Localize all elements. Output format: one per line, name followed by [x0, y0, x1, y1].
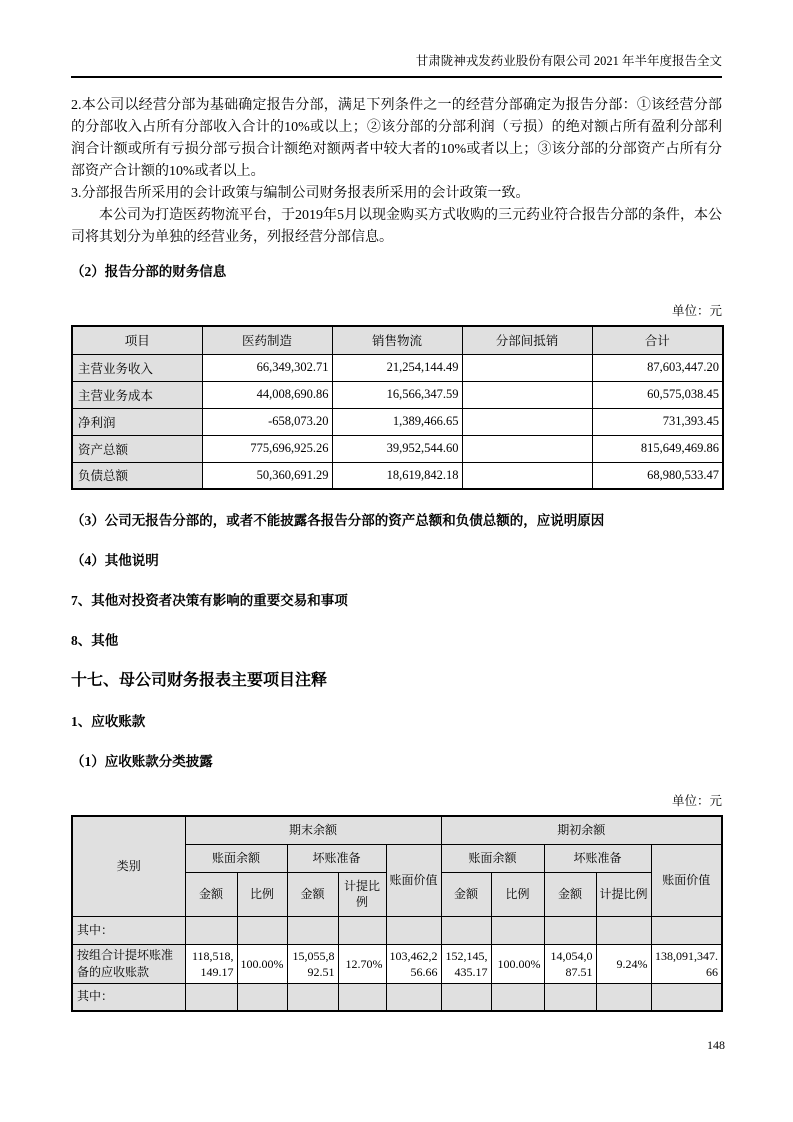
amount-cell: 731,393.45 [592, 408, 723, 435]
amount-cell [462, 408, 592, 435]
empty-cell [338, 983, 386, 1011]
column-header-book-balance: 账面余额 [185, 844, 287, 872]
section-heading-parent-company-notes: 十七、母公司财务报表主要项目注释 [71, 672, 328, 689]
section-heading-ar-classification: （1）应收账款分类披露 [71, 754, 213, 769]
table-header-row [72, 326, 723, 354]
empty-cell [185, 983, 237, 1011]
report-header-title: 甘肃陇神戎发药业股份有限公司 2021 年半年度报告全文 [71, 54, 722, 78]
amount-cell: -658,073.20 [202, 408, 332, 435]
column-header-book-value: 账面价值 [651, 844, 722, 916]
empty-cell [287, 983, 338, 1011]
table-row [72, 381, 723, 408]
amount-cell: 815,649,469.86 [592, 435, 723, 462]
ratio-cell: 9.24% [596, 944, 651, 983]
empty-cell [491, 916, 544, 944]
amount-cell: 138,091,347.66 [651, 944, 722, 983]
row-label: 资产总额 [72, 435, 202, 462]
column-header-amount: 金额 [185, 872, 237, 916]
empty-cell [185, 916, 237, 944]
column-header-amount: 金额 [544, 872, 596, 916]
amount-cell [462, 435, 592, 462]
column-header-ending-balance: 期末余额 [185, 816, 441, 844]
row-label: 其中： [72, 916, 185, 944]
amount-cell [462, 462, 592, 489]
unit-label: 单位：元 [671, 794, 722, 808]
column-header-book-balance: 账面余额 [441, 844, 544, 872]
column-header-ratio: 比例 [237, 872, 287, 916]
column-header-provision-ratio: 计提比例 [338, 872, 386, 916]
empty-cell [651, 983, 722, 1011]
amount-cell: 103,462,256.66 [386, 944, 441, 983]
amount-cell: 66,349,302.71 [202, 354, 332, 381]
amount-cell: 60,575,038.45 [592, 381, 723, 408]
empty-cell [544, 916, 596, 944]
amount-cell: 39,952,544.60 [332, 435, 462, 462]
column-header-amount: 金额 [287, 872, 338, 916]
column-header-beginning-balance: 期初余额 [441, 816, 722, 844]
empty-cell [237, 916, 287, 944]
table-row [72, 462, 723, 489]
row-label: 主营业务收入 [72, 354, 202, 381]
empty-cell [596, 916, 651, 944]
amount-cell: 1,389,466.65 [332, 408, 462, 435]
amount-cell: 18,619,842.18 [332, 462, 462, 489]
amount-cell: 16,566,347.59 [332, 381, 462, 408]
empty-cell [237, 983, 287, 1011]
column-header: 医药制造 [202, 326, 332, 354]
amount-cell: 21,254,144.49 [332, 354, 462, 381]
empty-cell [338, 916, 386, 944]
ratio-cell: 100.00% [491, 944, 544, 983]
empty-cell [651, 916, 722, 944]
amount-cell: 50,360,691.29 [202, 462, 332, 489]
column-header-book-value: 账面价值 [386, 844, 441, 916]
empty-cell [596, 983, 651, 1011]
unit-label: 单位：元 [671, 304, 722, 318]
section-heading-important-transactions: 7、其他对投资者决策有影响的重要交易和事项 [71, 593, 348, 608]
column-header-bad-debt-provision: 坏账准备 [544, 844, 651, 872]
empty-cell [441, 916, 491, 944]
empty-cell [287, 916, 338, 944]
body-paragraph: 2.本公司以经营分部为基础确定报告分部，满足下列条件之一的经营分部确定为报告分部：①该经营分部的分部收入占所有分部收入合计的10%或以上；②该分部的分部利润（亏损）的绝对额占所有盈利分部利润合计额或所有亏损分部亏损合计额绝对额两者中较大者的10%或者以上；③该分部的分部资产占所有分部资产合计额的10%或者以上。 [71, 98, 722, 179]
row-label: 按组合计提坏账准备的应收账款 [72, 944, 185, 983]
column-header: 合计 [592, 326, 723, 354]
row-label: 其中： [72, 983, 185, 1011]
amount-cell [462, 354, 592, 381]
empty-cell [491, 983, 544, 1011]
row-label: 负债总额 [72, 462, 202, 489]
empty-cell [544, 983, 596, 1011]
empty-cell [386, 916, 441, 944]
section-heading-accounts-receivable: 1、应收账款 [71, 714, 146, 729]
amount-cell: 775,696,925.26 [202, 435, 332, 462]
page-number: 148 [707, 1038, 725, 1052]
amount-cell: 68,980,533.47 [592, 462, 723, 489]
row-label: 净利润 [72, 408, 202, 435]
ratio-cell: 12.70% [338, 944, 386, 983]
section-heading-no-segment-reason: （3）公司无报告分部的，或者不能披露各报告分部的资产总额和负债总额的，应说明原因 [71, 513, 605, 528]
section-heading-segment-financial-info: （2）报告分部的财务信息 [71, 264, 227, 279]
ratio-cell: 100.00% [237, 944, 287, 983]
column-header-category: 类别 [72, 816, 185, 916]
column-header-bad-debt-provision: 坏账准备 [287, 844, 386, 872]
empty-cell [386, 983, 441, 1011]
amount-cell: 14,054,087.51 [544, 944, 596, 983]
column-header: 分部间抵销 [462, 326, 592, 354]
amount-cell: 87,603,447.20 [592, 354, 723, 381]
column-header-amount: 金额 [441, 872, 491, 916]
column-header: 项目 [72, 326, 202, 354]
column-header: 销售物流 [332, 326, 462, 354]
table-row [72, 435, 723, 462]
table-header-row [72, 816, 722, 844]
amount-cell: 15,055,892.51 [287, 944, 338, 983]
amount-cell [462, 381, 592, 408]
column-header-ratio: 比例 [491, 872, 544, 916]
section-heading-other: 8、其他 [71, 633, 119, 648]
segment-financial-table [71, 325, 724, 490]
table-row [72, 408, 723, 435]
table-subheader-row [72, 916, 722, 944]
table-row [72, 944, 722, 983]
body-paragraph: 3.分部报告所采用的会计政策与编制公司财务报表所采用的会计政策一致。 [71, 186, 530, 201]
amount-cell: 44,008,690.86 [202, 381, 332, 408]
amount-cell: 118,518,149.17 [185, 944, 237, 983]
empty-cell [441, 983, 491, 1011]
table-subheader-row [72, 983, 722, 1011]
table-row [72, 354, 723, 381]
section-heading-other-notes: （4）其他说明 [71, 553, 159, 568]
body-paragraph: 本公司为打造医药物流平台，于2019年5月以现金购买方式收购的三元药业符合报告分部的条件，本公司将其划分为单独的经营业务，列报经营分部信息。 [71, 208, 722, 245]
row-label: 主营业务成本 [72, 381, 202, 408]
amount-cell: 152,145,435.17 [441, 944, 491, 983]
column-header-provision-ratio: 计提比例 [596, 872, 651, 916]
receivables-classification-table [71, 815, 723, 1012]
